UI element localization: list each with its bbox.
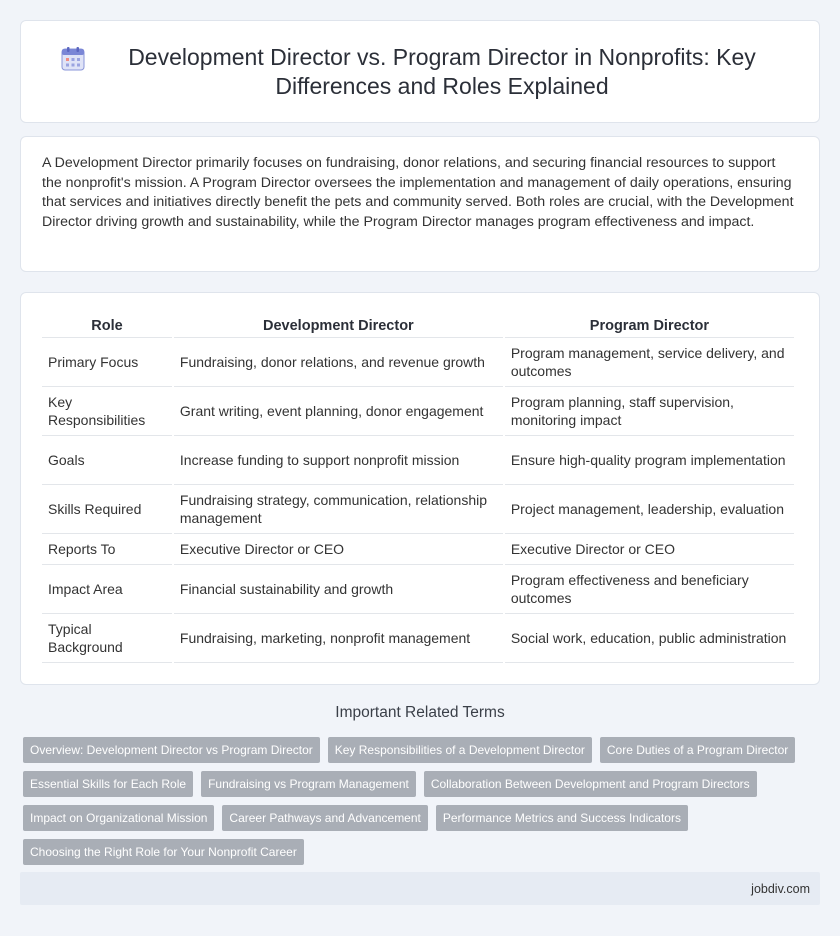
- row-label: Typical Background: [42, 614, 172, 663]
- program-director-cell: Project management, leadership, evaluation: [505, 485, 794, 534]
- related-term-tag[interactable]: Fundraising vs Program Management: [201, 771, 416, 797]
- related-term-tag[interactable]: Choosing the Right Role for Your Nonprofit Career: [23, 839, 304, 865]
- related-term-tag[interactable]: Overview: Development Director vs Program Director: [23, 737, 320, 763]
- footer: [20, 872, 820, 905]
- row-label: Key Responsibilities: [42, 387, 172, 436]
- development-director-cell: Fundraising, marketing, nonprofit management: [174, 614, 503, 663]
- footer-site-link[interactable]: jobdiv.com: [751, 881, 810, 896]
- related-terms-heading: Important Related Terms: [335, 704, 505, 721]
- development-director-cell: Financial sustainability and growth: [174, 565, 503, 614]
- program-director-cell: Program management, service delivery, and outcomes: [505, 338, 794, 387]
- program-director-cell: Ensure high-quality program implementation: [505, 436, 794, 485]
- development-director-cell: Fundraising, donor relations, and revenue growth: [174, 338, 503, 387]
- related-term-tag[interactable]: Career Pathways and Advancement: [222, 805, 427, 831]
- table-row: [42, 565, 794, 614]
- column-header-program-director: Program Director: [505, 311, 794, 338]
- program-director-cell: Executive Director or CEO: [505, 534, 794, 565]
- table-row: [42, 614, 794, 663]
- row-label: Skills Required: [42, 485, 172, 534]
- row-label: Goals: [42, 436, 172, 485]
- intro-card: [20, 136, 820, 272]
- program-director-cell: Social work, education, public administration: [505, 614, 794, 663]
- header-card: [20, 20, 820, 123]
- related-term-tag[interactable]: Essential Skills for Each Role: [23, 771, 193, 797]
- comparison-table: [40, 311, 796, 663]
- table-row: [42, 436, 794, 485]
- column-header-development-director: Development Director: [174, 311, 503, 338]
- calendar-icon: [60, 46, 86, 72]
- table-row: [42, 534, 794, 565]
- comparison-table-card: [20, 292, 820, 685]
- program-director-cell: Program planning, staff supervision, monitoring impact: [505, 387, 794, 436]
- page-title: Development Director vs. Program Director in Nonprofits: Key Differences and Roles Explained: [128, 43, 756, 99]
- development-director-cell: Grant writing, event planning, donor engagement: [174, 387, 503, 436]
- table-row: [42, 338, 794, 387]
- table-row: [42, 387, 794, 436]
- table-row: [42, 485, 794, 534]
- row-label: Impact Area: [42, 565, 172, 614]
- development-director-cell: Fundraising strategy, communication, relationship management: [174, 485, 503, 534]
- development-director-cell: Increase funding to support nonprofit mission: [174, 436, 503, 485]
- program-director-cell: Program effectiveness and beneficiary outcomes: [505, 565, 794, 614]
- column-header-role: Role: [42, 311, 172, 338]
- row-label: Primary Focus: [42, 338, 172, 387]
- related-term-tag[interactable]: Performance Metrics and Success Indicators: [436, 805, 688, 831]
- related-terms-list: [23, 737, 813, 873]
- row-label: Reports To: [42, 534, 172, 565]
- related-term-tag[interactable]: Collaboration Between Development and Program Directors: [424, 771, 757, 797]
- intro-paragraph: A Development Director primarily focuses on fundraising, donor relations, and securing financial resources to support the nonprofit's mission. A Program Director oversees the implementation and management of daily operations, ensuring that services and initiatives directly benefit the pets and community served. Both roles are crucial, with the Development Director driving growth and sustainability, while the Program Director manages program effectiveness and impact.: [42, 155, 794, 230]
- related-term-tag[interactable]: Core Duties of a Program Director: [600, 737, 795, 763]
- related-term-tag[interactable]: Key Responsibilities of a Development Director: [328, 737, 592, 763]
- related-term-tag[interactable]: Impact on Organizational Mission: [23, 805, 214, 831]
- table-header-row: [42, 311, 794, 338]
- development-director-cell: Executive Director or CEO: [174, 534, 503, 565]
